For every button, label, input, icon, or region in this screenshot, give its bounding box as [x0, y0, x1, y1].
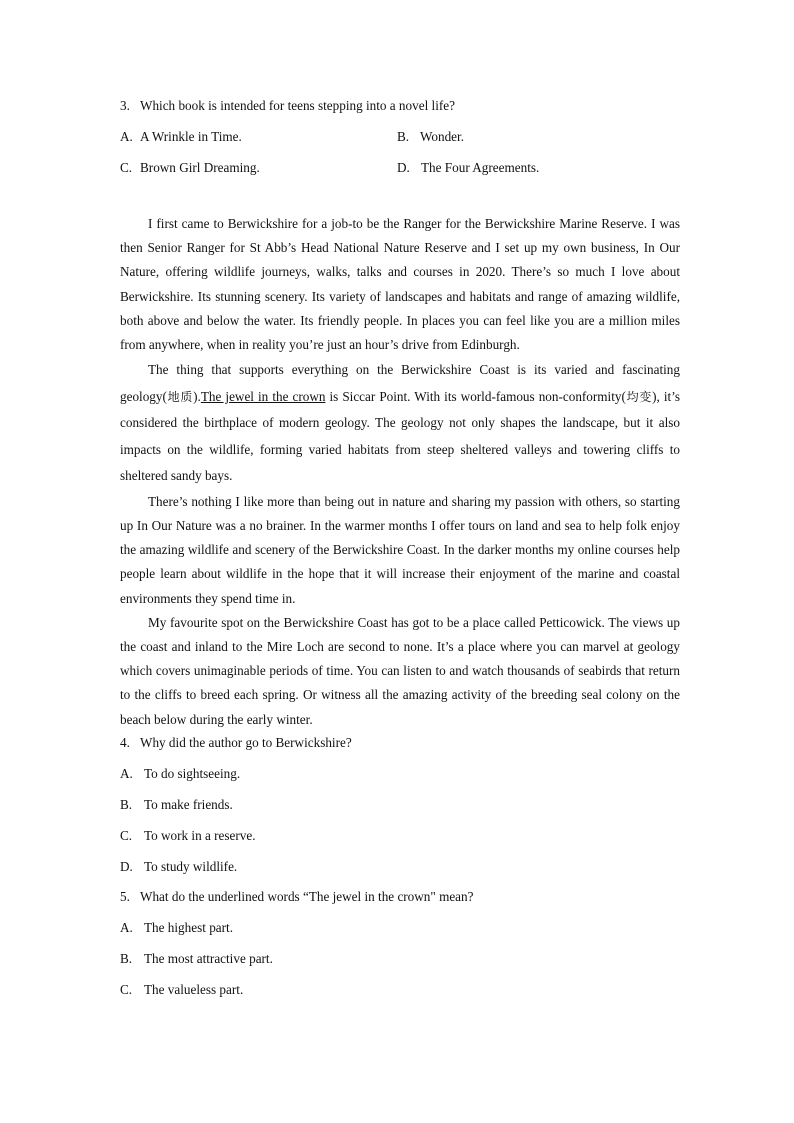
option-letter: A. [120, 920, 133, 935]
q4-option-b [120, 797, 233, 813]
q5-option-c [120, 982, 243, 998]
option-letter: A. [120, 129, 133, 144]
question-5 [120, 889, 474, 905]
option-text: The most attractive part. [144, 951, 273, 966]
option-letter: D. [397, 160, 410, 175]
chinese-gloss-nonconformity: 均变 [625, 389, 653, 404]
option-letter: A. [120, 766, 133, 781]
option-text: To make friends. [144, 797, 233, 812]
question-number: 3. [120, 98, 130, 113]
option-text: The Four Agreements. [421, 160, 540, 175]
option-letter: C. [120, 828, 133, 843]
reading-passage [120, 212, 680, 732]
question-number: 4. [120, 735, 130, 750]
option-letter: B. [120, 797, 133, 812]
paragraph-1: I first came to Berwickshire for a job-to be the Ranger for the Berwickshire Marine Reserve. I was then Senior Ranger for St Abb’s Head National Nature Reserve and I set up my own business, In Our Nature, offering wildlife journeys, walks, talks and courses in 2020. There’s so much I love about Berwickshire. Its stunning scenery. Its variety of landscapes and habitats and range of amazing wildlife, both above and below the water. Its friendly people. In places you can feel like you are a million miles from anywhere, when in reality you’re just an hour’s drive from Edinburgh. [120, 216, 680, 353]
option-letter: B. [397, 129, 410, 144]
option-letter: C. [120, 160, 133, 175]
q3-option-d [397, 160, 539, 176]
q5-option-b [120, 951, 273, 967]
question-text: Which book is intended for teens stepping into a novel life? [140, 98, 455, 113]
option-text: Brown Girl Dreaming. [140, 160, 260, 175]
paragraph-2-part: ), it’s considered the birthplace of modern geology. The geology not only shapes the landscape, but it also impacts on the wildlife, forming varied habitats from steep sheltered valleys and towering cliffs to sheltered sandy bays. [120, 388, 680, 484]
paragraph-2-part: is Siccar Point. With its world-famous non-conformity( [325, 388, 626, 404]
paragraph-2-part: ). [193, 388, 201, 404]
option-text: To do sightseeing. [144, 766, 241, 781]
option-text: The highest part. [144, 920, 233, 935]
q3-option-b [397, 129, 464, 145]
question-number: 5. [120, 889, 130, 904]
option-text: The valueless part. [144, 982, 244, 997]
paragraph-2-part: The thing that supports everything on the Berwickshire Coast is its varied and fascinating geology( [120, 362, 680, 404]
option-letter: C. [120, 982, 133, 997]
underlined-phrase: The jewel in the crown [200, 388, 326, 404]
option-letter: D. [120, 859, 133, 874]
chinese-gloss-geology: 地质 [166, 389, 194, 404]
option-text: A Wrinkle in Time. [140, 129, 242, 144]
question-text: What do the underlined words “The jewel in the crown" mean? [140, 889, 474, 904]
question-3 [120, 98, 455, 114]
q5-option-a [120, 920, 233, 936]
option-letter: B. [120, 951, 133, 966]
q4-option-a [120, 766, 240, 782]
question-text: Why did the author go to Berwickshire? [140, 735, 352, 750]
question-4 [120, 735, 352, 751]
paragraph-4: My favourite spot on the Berwickshire Coast has got to be a place called Petticowick. The views up the coast and inland to the Mire Loch are second to none. It’s a place where you can marvel at geology which covers unimaginable periods of time. You can listen to and watch thousands of seabirds that return to the cliffs to breed each spring. Or witness all the amazing activity of the breeding seal colony on the beach below during the early winter. [120, 614, 680, 727]
q4-option-d [120, 859, 237, 875]
q4-option-c [120, 828, 256, 844]
q3-option-a [120, 129, 242, 145]
q3-option-c [120, 160, 260, 176]
option-text: To work in a reserve. [144, 828, 256, 843]
paragraph-3: There’s nothing I like more than being out in nature and sharing my passion with others, so starting up In Our Nature was a no brainer. In the warmer months I offer tours on land and sea to help folk enjoy the amazing wildlife and scenery of the Berwickshire Coast. In the darker months my online courses help people learn about wildlife in the hope that it will increase their enjoyment of the marine and coastal environments they spend time in. [120, 493, 680, 606]
paragraph-2 [120, 357, 680, 490]
option-text: Wonder. [420, 129, 464, 144]
option-text: To study wildlife. [144, 859, 238, 874]
